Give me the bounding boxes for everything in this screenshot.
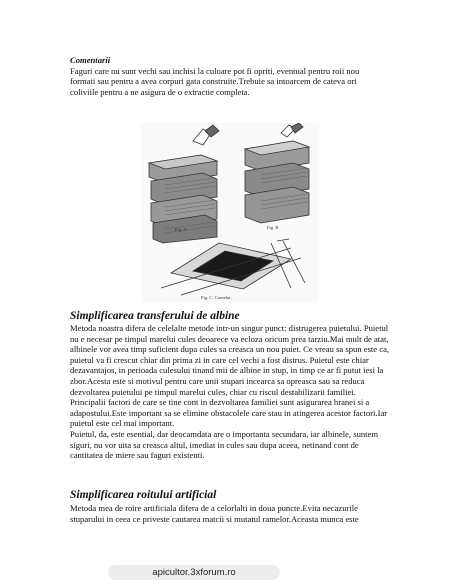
comment-heading: Comentarii xyxy=(70,55,111,65)
body-line: adapostului.Este important sa se elimine obstacolele care stau in atingerea acestor factori.Iar xyxy=(70,407,388,418)
body-line: albinele vor avea timp suficient dupa cules sa creasca un nou puiet. Ce vreau sa spun este ca, xyxy=(70,344,390,355)
body-line: Puietul, da, este esential, dar deocamdata are o importanta secundara, iar albinele, suntem xyxy=(70,428,379,439)
caption-fig-a: Fig. A. xyxy=(175,227,188,232)
body-line: siguri, nu vor uita sa creasca altul, imediat in cules sau dupa aceea, netinand cont de xyxy=(70,439,359,450)
site-watermark: apicultor.3xforum.ro xyxy=(108,565,280,580)
hive-drawing xyxy=(141,123,319,303)
body-line: nu e necesar pe timpul marelui cules deoarece va ecloza oricum prea tarziu.Mai mult de atat, xyxy=(70,333,389,344)
comment-block xyxy=(70,55,430,97)
figure-c-board xyxy=(161,239,305,295)
body-line: stuparului in ceea ce priveste cautarea matcii si mutatul ramelor.Aceasta munca este xyxy=(70,513,359,524)
section-transfer-body xyxy=(70,323,440,461)
body-line: Metoda noastra difera de celelalte metode intr-un singur punct: distrugerea puietului. Puietul xyxy=(70,323,389,333)
comment-line: formati sau pentru a avea corpuri gata construite.Trebuie sa intoarcem de cateva ori xyxy=(70,76,357,87)
section-heading-swarming: Simplificarea roitului artificial xyxy=(70,489,217,501)
caption-fig-b: Fig. B. xyxy=(267,225,280,230)
body-line: puietul este cel mai important. xyxy=(70,418,175,429)
caption-fig-c: Fig. C. Carnelut. xyxy=(201,295,232,300)
body-line: Principalii factori de care se tine cont in dezvoltarea familiei sunt asigurarea hranei si a xyxy=(70,397,370,408)
figure-b-hive xyxy=(245,123,309,223)
body-line: zbor.Acesta este si motivul pentru care unii stupari incearca sa opreasca sau sa reduca xyxy=(70,375,365,386)
section-swarming-body xyxy=(70,503,440,524)
comment-line: Faguri care nu sunt vechi sau inchisi la culoare pot fi opriti, eventual pentru roii nou xyxy=(70,65,360,76)
body-line: dezvoltarea puietului pe timpul marelui cules, chiar cu riscul destabilizarii familiei. xyxy=(70,386,356,397)
body-line: cantitatea de miere sau faguri existenti. xyxy=(70,450,205,461)
body-line: Metoda mea de roire artificiala difera de a celorlalti in doua puncte.Evita necazurile xyxy=(70,503,358,513)
body-line: dezavantajos, in perioada culesului tinand mii de albine in stup, in timp ce ar fi putut iesi la xyxy=(70,365,384,376)
comment-line: coliviile pentru a ne asigura de o extractie completa. xyxy=(70,86,250,97)
body-line: puietul va fi crescut chiar din prima zi in care cel vechi a fost distrus. Puietul este chiar xyxy=(70,354,369,365)
section-heading-transfer: Simplificarea transferului de albine xyxy=(70,310,240,322)
hive-illustration xyxy=(141,123,319,303)
figure-a-hive xyxy=(149,125,219,243)
